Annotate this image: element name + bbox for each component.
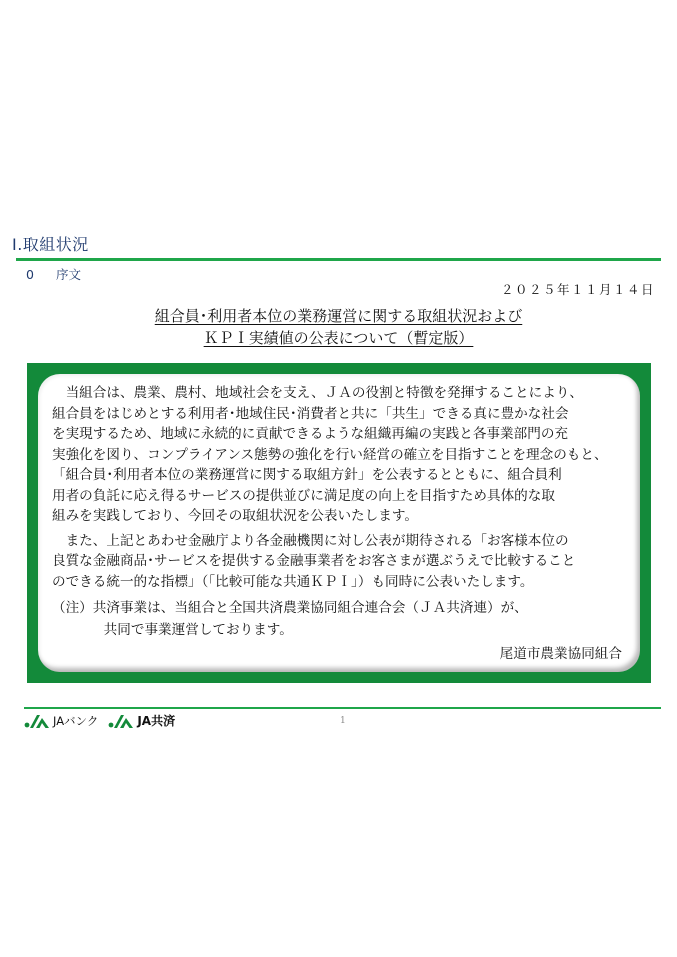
sub-heading-title: 序文 [56,267,82,282]
footer-rule [24,707,661,709]
document-title-text: 組合員･利用者本位の業務運営に関する取組状況および [154,307,523,325]
ja-mark-icon [108,713,134,729]
sub-heading [26,265,81,283]
text-line: を実現するため、地域に永続的に貢献できるような組織再編の実践と各事業部門の充 [52,426,569,442]
text-line: 実強化を図り、コンプライアンス態勢の強化を行い経営の確立を目指すことを理念のもと、 [52,446,608,463]
note-line: 共同で事業運営しております。 [103,622,293,638]
document-title-line2 [0,327,677,348]
ja-mark-icon [24,713,50,729]
text-line: 良質な金融商品･サービスを提供する金融事業者をお客さまが選ぶうえで比較すること [52,553,576,569]
sub-heading-number: 0 [26,267,34,282]
ja-kyosai-logo [108,712,175,729]
header-rule [16,258,661,261]
paragraph-intro [52,383,626,527]
text-line: 組合員をはじめとする利用者･地域住民･消費者と共に「共生」できる真に豊かな社会 [52,405,569,422]
page-number: 1 [340,716,346,726]
statement-box-frame [27,363,651,683]
statement-body [52,383,626,665]
signature: 尾道市農業協同組合 [499,646,622,662]
footer-logos [24,712,175,729]
ja-bank-text: JAバンク [53,713,99,728]
text-line: 用者の負託に応え得るサービスの提供並びに満足度の向上を目指すため具体的な取 [52,487,555,504]
document-title-line1 [0,305,677,326]
note [52,597,626,641]
document-date: ２０２５年１１月１４日 [500,282,655,297]
text-line: のできる統一的な指標」（「比較可能な共通ＫＰＩ」）も同時に公表いたします。 [52,573,534,590]
text-line: 当組合は、農業、農村、地域社会を支え、ＪＡの役割と特徴を発揮することにより、 [65,385,583,401]
section-title: Ⅰ.取組状況 [12,235,89,254]
document-title-text: ＫＰＩ実績値の公表について（暫定版） [203,329,474,347]
text-line: また、上記とあわせ金融庁より各金融機関に対し公表が期待される「お客様本位の [65,532,569,549]
text-line: 組みを実践しており、今回その取組状況を公表いたします。 [52,508,418,524]
statement-box [38,374,640,672]
ja-kyosai-text: JA共済 [137,714,176,728]
text-line: 「組合員･利用者本位の業務運営に関する取組方針」を公表するとともに、組合員利 [52,467,562,483]
paragraph-kpi [52,531,626,593]
ja-bank-logo [24,713,98,729]
note-line: （注）共済事業は、当組合と全国共済農業協同組合連合会（ＪＡ共済連）が、 [52,600,528,616]
